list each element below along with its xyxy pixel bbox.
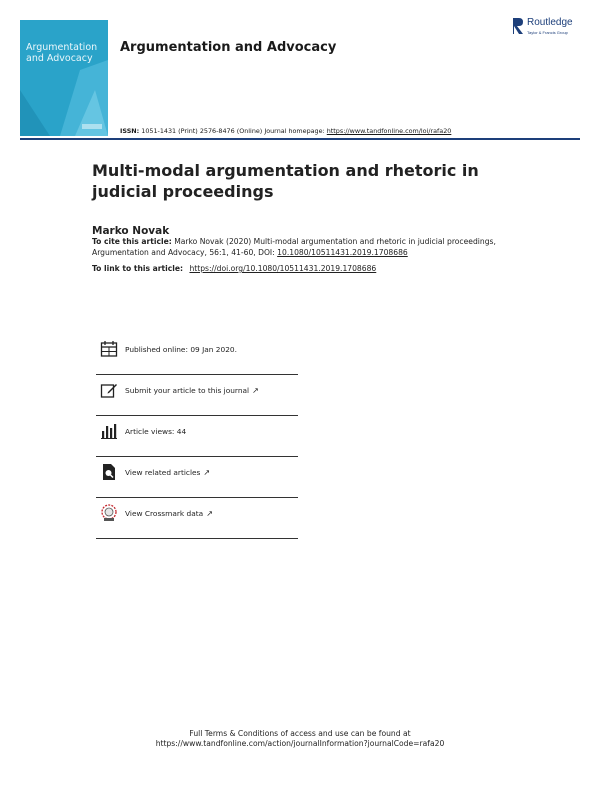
header-rule: [20, 138, 580, 140]
crossmark-label: View Crossmark data: [125, 509, 204, 518]
calendar-icon: [100, 340, 118, 358]
submit-label: Submit your article to this journal: [125, 386, 250, 395]
edit-icon: [100, 381, 118, 399]
cover-title: Argumentation and Advocacy: [26, 42, 98, 64]
publisher-logo: [511, 16, 573, 40]
publisher-name: Routledge: [527, 17, 573, 28]
publisher-tagline: Taylor & Francis Group: [527, 30, 568, 35]
routledge-icon: [511, 16, 525, 36]
article-views: Article views: 44: [125, 427, 187, 436]
citation: [92, 236, 512, 258]
published-row: [96, 334, 298, 375]
external-link-icon: ↗: [206, 509, 213, 518]
external-link-icon: ↗: [203, 468, 211, 477]
link-label: To link to this article:: [92, 264, 184, 273]
cite-text: Marko Novak (2020) Multi-modal argumentation and rhetoric in judicial proceedings, Argumentation and Advocacy, 56:1, 41-60, DOI:: [92, 237, 496, 257]
cover-graphic: [20, 20, 108, 136]
views-row: [96, 416, 298, 457]
issn-label: ISSN:: [120, 127, 140, 135]
footer: [0, 729, 600, 749]
footer-url[interactable]: https://www.tandfonline.com/action/journalInformation?journalCode=rafa20: [155, 739, 445, 748]
footer-terms: Full Terms & Conditions of access and use can be found at: [189, 729, 411, 738]
crossmark-link[interactable]: [125, 509, 213, 518]
submit-article-link[interactable]: [125, 386, 259, 395]
journal-title: Argumentation and Advocacy: [120, 40, 337, 55]
issn-line: [120, 127, 451, 135]
crossmark-row[interactable]: [96, 498, 298, 539]
related-row[interactable]: [96, 457, 298, 498]
search-document-icon: [100, 463, 118, 481]
external-link-icon: ↗: [252, 386, 259, 395]
article-title: Multi-modal argumentation and rhetoric in judicial proceedings: [92, 161, 479, 201]
journal-cover: [20, 20, 108, 136]
cite-label: To cite this article:: [92, 237, 172, 246]
article-info-list: [96, 334, 298, 539]
crossmark-icon: [100, 504, 118, 522]
published-date: Published online: 09 Jan 2020.: [125, 345, 237, 354]
article-link-line: [92, 264, 376, 273]
bar-chart-icon: [100, 422, 118, 440]
submit-row[interactable]: [96, 375, 298, 416]
homepage-link[interactable]: https://www.tandfonline.com/loi/rafa20: [326, 127, 452, 135]
related-label: View related articles: [125, 468, 201, 477]
issn-text: 1051-1431 (Print) 2576-8476 (Online) Journal homepage:: [141, 127, 325, 135]
related-articles-link[interactable]: [125, 468, 210, 477]
doi-link[interactable]: 10.1080/10511431.2019.1708686: [277, 248, 408, 257]
article-url[interactable]: https://doi.org/10.1080/10511431.2019.1708686: [189, 264, 377, 273]
article-author: Marko Novak: [92, 225, 170, 237]
